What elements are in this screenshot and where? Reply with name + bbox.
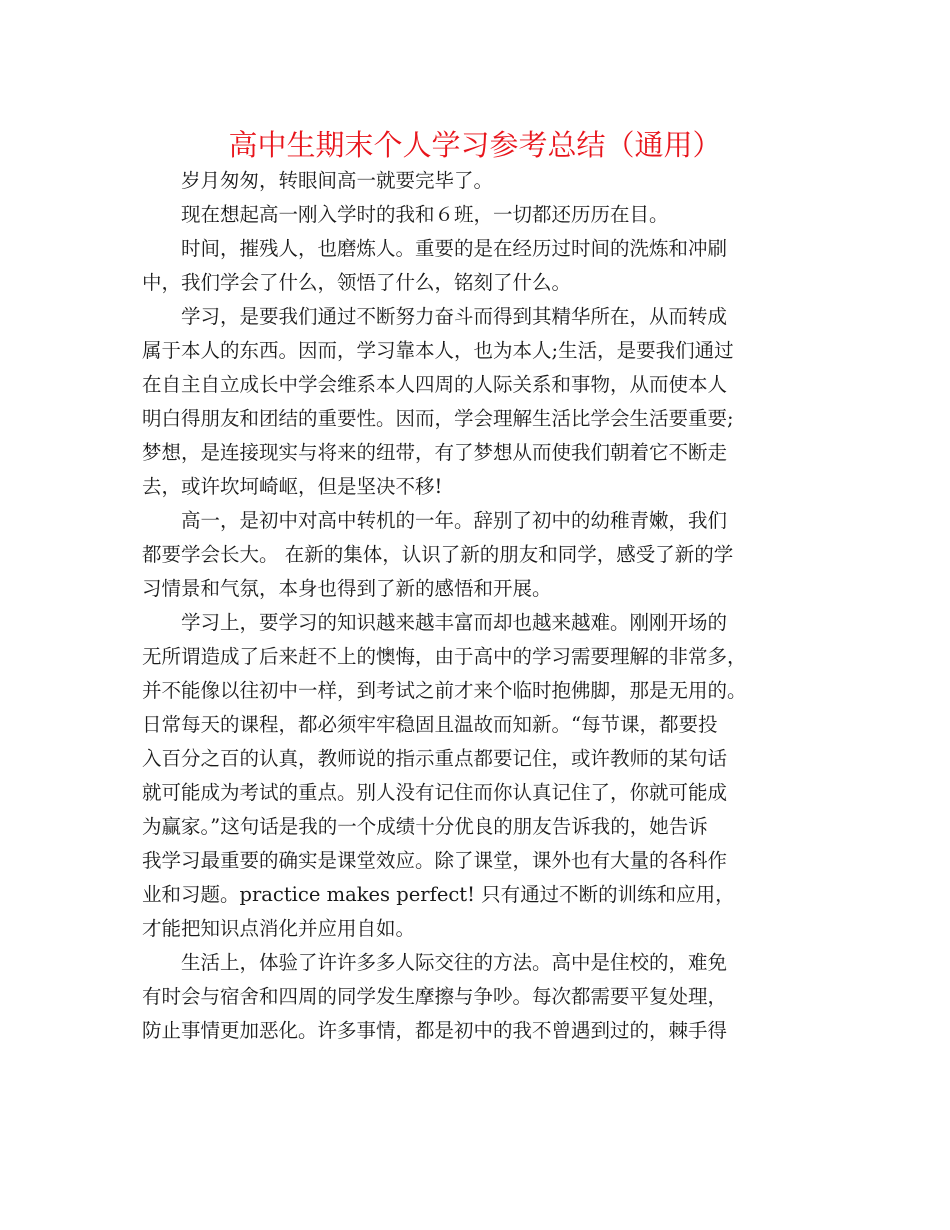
paragraph-line: 日常每天的课程，都必须牢牢稳固且温故而知新。“每节课，都要投 (142, 713, 718, 736)
paragraph-line: 属于本人的东西。因而，学习靠本人，也为本人;生活，是要我们通过 (142, 339, 734, 362)
paragraph-line: 为赢家。”这句话是我的一个成绩十分优良的朋友告诉我的，她告诉 (142, 815, 708, 838)
paragraph-line: 无所谓造成了后来赶不上的懊悔，由于高中的学习需要理解的非常多， (142, 645, 747, 668)
paragraph-line: 入百分之百的认真，教师说的指示重点都要记住，或许教师的某句话 (142, 747, 728, 770)
paragraph-line: 岁月匆匆，转眼间高一就要完毕了。 (181, 169, 494, 192)
paragraph (142, 300, 810, 504)
paragraph-line: 业和习题。practice makes perfect! 只有通过不断的训练和应用， (142, 883, 735, 906)
paragraph-line: 有时会与宿舍和四周的同学发生摩擦与争吵。每次都需要平复处理， (142, 985, 728, 1008)
paragraph-line: 学习上，要学习的知识越来越丰富而却也越来越难。刚刚开场的 (181, 611, 728, 634)
paragraph (142, 606, 810, 946)
paragraph-line: 明白得朋友和团结的重要性。因而，学会理解生活比学会生活要重要; (142, 407, 734, 430)
paragraph-line: 时间，摧残人，也磨炼人。重要的是在经历过时间的洗炼和冲刷 (181, 237, 728, 260)
paragraph (142, 198, 810, 232)
paragraph (142, 946, 810, 1048)
paragraph (142, 164, 810, 198)
document-title: 高中生期末个人学习参考总结（通用） (228, 128, 722, 162)
paragraph-line: 我学习最重要的确实是课堂效应。除了课堂，课外也有大量的各科作 (142, 849, 728, 872)
paragraph-line: 学习，是要我们通过不断努力奋斗而得到其精华所在，从而转成 (181, 305, 728, 328)
paragraph-line: 去，或许坎坷崎岖，但是坚决不移! (142, 475, 443, 498)
paragraph-line: 防止事情更加恶化。许多事情，都是初中的我不曾遇到过的，棘手得 (142, 1019, 728, 1042)
paragraph-line: 现在想起高一刚入学时的我和６班，一切都还历历在目。 (181, 203, 669, 226)
paragraph (142, 504, 810, 606)
paragraph-line: 习情景和气氛，本身也得到了新的感悟和开展。 (142, 577, 552, 600)
paragraph-line: 才能把知识点消化并应用自如。 (142, 917, 416, 940)
paragraph-line: 并不能像以往初中一样，到考试之前才来个临时抱佛脚，那是无用的。 (142, 679, 747, 702)
paragraph (142, 232, 810, 300)
paragraph-line: 中，我们学会了什么，领悟了什么，铭刻了什么。 (142, 271, 572, 294)
document-body (142, 164, 810, 1048)
paragraph-line: 梦想，是连接现实与将来的纽带，有了梦想从而使我们朝着它不断走 (142, 441, 728, 464)
paragraph-line: 都要学会长大。 在新的集体，认识了新的朋友和同学，感受了新的学 (142, 543, 734, 566)
paragraph-line: 就可能成为考试的重点。别人没有记住而你认真记住了，你就可能成 (142, 781, 728, 804)
paragraph-line: 在自主自立成长中学会维系本人四周的人际关系和事物，从而使本人 (142, 373, 728, 396)
paragraph-line: 高一，是初中对高中转机的一年。辞别了初中的幼稚青嫩，我们 (181, 509, 728, 532)
paragraph-line: 生活上，体验了许许多多人际交往的方法。高中是住校的，难免 (181, 951, 728, 974)
